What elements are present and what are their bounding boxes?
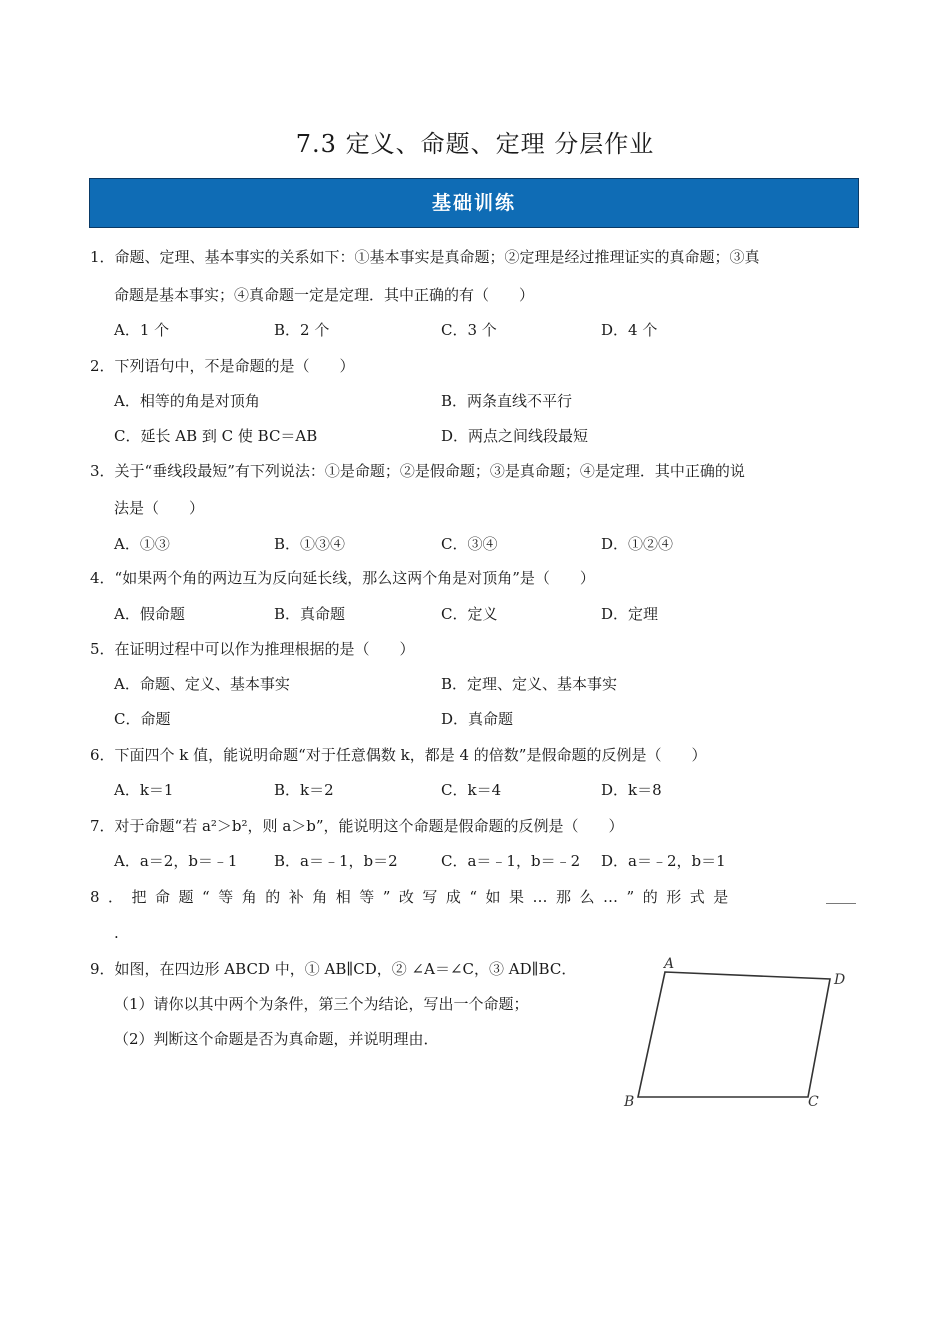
question-4-text: 4．“如果两个角的两边互为反向延长线，那么这两个角是对顶角”是（ ） — [90, 569, 595, 587]
quadrilateral-abcd — [638, 972, 830, 1097]
question-3-text-cont: 法是（ ） — [114, 499, 205, 517]
question-3-option-c[interactable]: C．③④ — [441, 535, 498, 553]
question-2-option-b[interactable]: B．两条直线不平行 — [441, 392, 573, 410]
question-1-option-b[interactable]: B．2 个 — [274, 321, 330, 339]
question-1-text: 1．命题、定理、基本事实的关系如下：①基本事实是真命题；②定理是经过推理证实的真命题；③真 — [90, 248, 760, 266]
question-3-option-a[interactable]: A．①③ — [114, 535, 170, 553]
quadrilateral-figure — [620, 952, 860, 1112]
vertex-label-d: D — [834, 972, 846, 988]
question-9-text: 9．如图，在四边形 ABCD 中，① AB∥CD，② ∠A＝∠C，③ AD∥BC． — [90, 960, 577, 978]
question-7-option-c[interactable]: C．a＝﹣1，b＝﹣2 — [441, 852, 581, 870]
question-5-option-b[interactable]: B．定理、定义、基本事实 — [441, 675, 618, 693]
question-3-option-d[interactable]: D．①②④ — [601, 535, 674, 553]
question-1-option-d[interactable]: D．4 个 — [601, 321, 658, 339]
question-4-option-d[interactable]: D．定理 — [601, 605, 659, 623]
question-2-option-d[interactable]: D．两点之间线段最短 — [441, 427, 589, 445]
question-8-text: 8．把命题“等角的补角相等”改写成“如果…那么…”的形式是 — [90, 888, 737, 906]
question-8-answer-blank[interactable]: ____ — [826, 886, 856, 904]
question-6-text: 6．下面四个 k 值，能说明命题“对于任意偶数 k，都是 4 的倍数”是假命题的反例是（ ） — [90, 746, 707, 764]
question-1-option-a[interactable]: A．1 个 — [114, 321, 170, 339]
question-7-option-b[interactable]: B．a＝﹣1，b＝2 — [274, 852, 398, 870]
question-6-option-d[interactable]: D．k＝8 — [601, 781, 662, 799]
question-2-option-c[interactable]: C．延长 AB 到 C 使 BC＝AB — [114, 427, 318, 445]
question-7-option-d[interactable]: D．a＝﹣2，b＝1 — [601, 852, 726, 870]
question-2-option-a[interactable]: A．相等的角是对顶角 — [114, 392, 260, 410]
section-banner: 基础训练 — [89, 178, 859, 228]
vertex-label-b: B — [624, 1094, 635, 1110]
question-8-period: . — [114, 924, 119, 942]
question-7-option-a[interactable]: A．a＝2，b＝﹣1 — [114, 852, 238, 870]
question-9-sub-2: （2）判断这个命题是否为真命题，并说明理由． — [114, 1030, 439, 1048]
page-title: 7.3 定义、命题、定理 分层作业 — [295, 130, 655, 158]
vertex-label-c: C — [808, 1094, 819, 1110]
question-3-option-b[interactable]: B．①③④ — [274, 535, 346, 553]
question-6-option-b[interactable]: B．k＝2 — [274, 781, 334, 799]
question-1-text-cont: 命题是基本事实；④真命题一定是定理．其中正确的有（ ） — [114, 286, 535, 304]
quadrilateral-diagram — [620, 952, 860, 1112]
question-4-option-a[interactable]: A．假命题 — [114, 605, 185, 623]
vertex-label-a: A — [664, 956, 675, 972]
question-4-option-c[interactable]: C．定义 — [441, 605, 498, 623]
question-6-option-c[interactable]: C．k＝4 — [441, 781, 502, 799]
question-6-option-a[interactable]: A．k＝1 — [114, 781, 174, 799]
question-5-option-a[interactable]: A．命题、定义、基本事实 — [114, 675, 290, 693]
question-5-option-d[interactable]: D．真命题 — [441, 710, 514, 728]
question-4-option-b[interactable]: B．真命题 — [274, 605, 346, 623]
question-9-sub-1: （1）请你以其中两个为条件，第三个为结论，写出一个命题； — [114, 995, 529, 1013]
question-1-option-c[interactable]: C．3 个 — [441, 321, 497, 339]
question-5-text: 5．在证明过程中可以作为推理根据的是（ ） — [90, 640, 415, 658]
question-3-text: 3．关于“垂线段最短”有下列说法：①是命题；②是假命题；③是真命题；④是定理．其中正确的说 — [90, 462, 745, 480]
question-7-text: 7．对于命题“若 a²＞b²，则 a＞b”，能说明这个命题是假命题的反例是（ ） — [90, 817, 624, 835]
question-2-text: 2．下列语句中，不是命题的是（ ） — [90, 357, 355, 375]
question-5-option-c[interactable]: C．命题 — [114, 710, 171, 728]
